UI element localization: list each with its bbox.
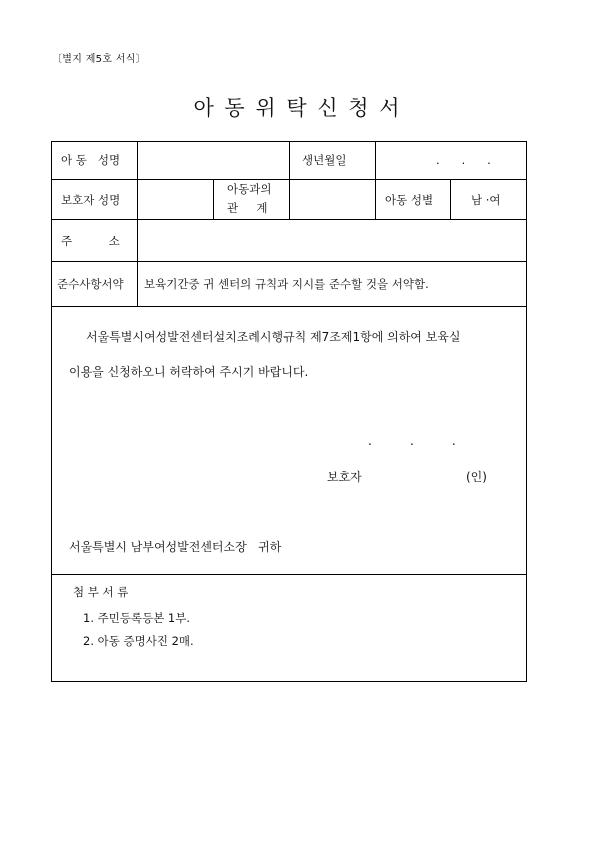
addressee: 서울특별시 남부여성발전센터소장 귀하 xyxy=(69,540,282,554)
birth-date-field[interactable]: . . . xyxy=(436,153,491,167)
document-title: 아 동 위 탁 신 청 서 xyxy=(193,96,402,120)
col-divider xyxy=(450,179,451,219)
application-paragraph-line1: 서울특별시여성발전센터설치조례시행규칙 제7조제1항에 의하여 보육실 xyxy=(86,330,461,344)
row-divider xyxy=(52,261,527,262)
application-form xyxy=(51,141,527,682)
child-name-field[interactable] xyxy=(140,144,286,177)
birth-date-label: 생년월일 xyxy=(302,153,347,167)
col-divider xyxy=(375,142,376,219)
attachment-item: 1. 주민등록등본 1부. xyxy=(83,611,191,625)
col-divider xyxy=(289,142,290,219)
seal-mark[interactable]: (인) xyxy=(466,470,487,484)
guardian-name-label: 보호자 성명 xyxy=(61,193,121,207)
guardian-signature-label: 보호자 xyxy=(327,470,362,484)
relation-label-line1: 아동과의 xyxy=(227,182,272,196)
application-date[interactable]: . . . xyxy=(368,434,456,448)
row-divider xyxy=(52,574,527,575)
attachment-item: 2. 아동 증명사진 2매. xyxy=(83,634,194,648)
child-name-label: 아 동 성명 xyxy=(61,153,121,167)
child-gender-value[interactable]: 남 ·여 xyxy=(471,193,501,207)
attachments-heading: 첨 부 서 류 xyxy=(73,585,129,599)
row-divider xyxy=(52,306,527,307)
col-divider xyxy=(213,179,214,219)
guardian-name-field[interactable] xyxy=(140,182,210,217)
pledge-label: 준수사항서약 xyxy=(57,277,124,291)
form-number: 〔별지 제5호 서식〕 xyxy=(52,54,146,65)
relation-label-line2: 관 계 xyxy=(227,201,268,215)
row-divider xyxy=(52,219,527,220)
application-paragraph-line2: 이용을 신청하오니 허락하여 주시기 바랍니다. xyxy=(69,365,309,379)
child-gender-label: 아동 성별 xyxy=(385,193,434,207)
relation-field[interactable] xyxy=(292,182,372,217)
pledge-text: 보육기간중 귀 센터의 규칙과 지시를 준수할 것을 서약함. xyxy=(144,277,429,291)
address-label: 주 소 xyxy=(61,234,120,248)
address-field[interactable] xyxy=(140,222,524,258)
col-divider xyxy=(137,142,138,306)
